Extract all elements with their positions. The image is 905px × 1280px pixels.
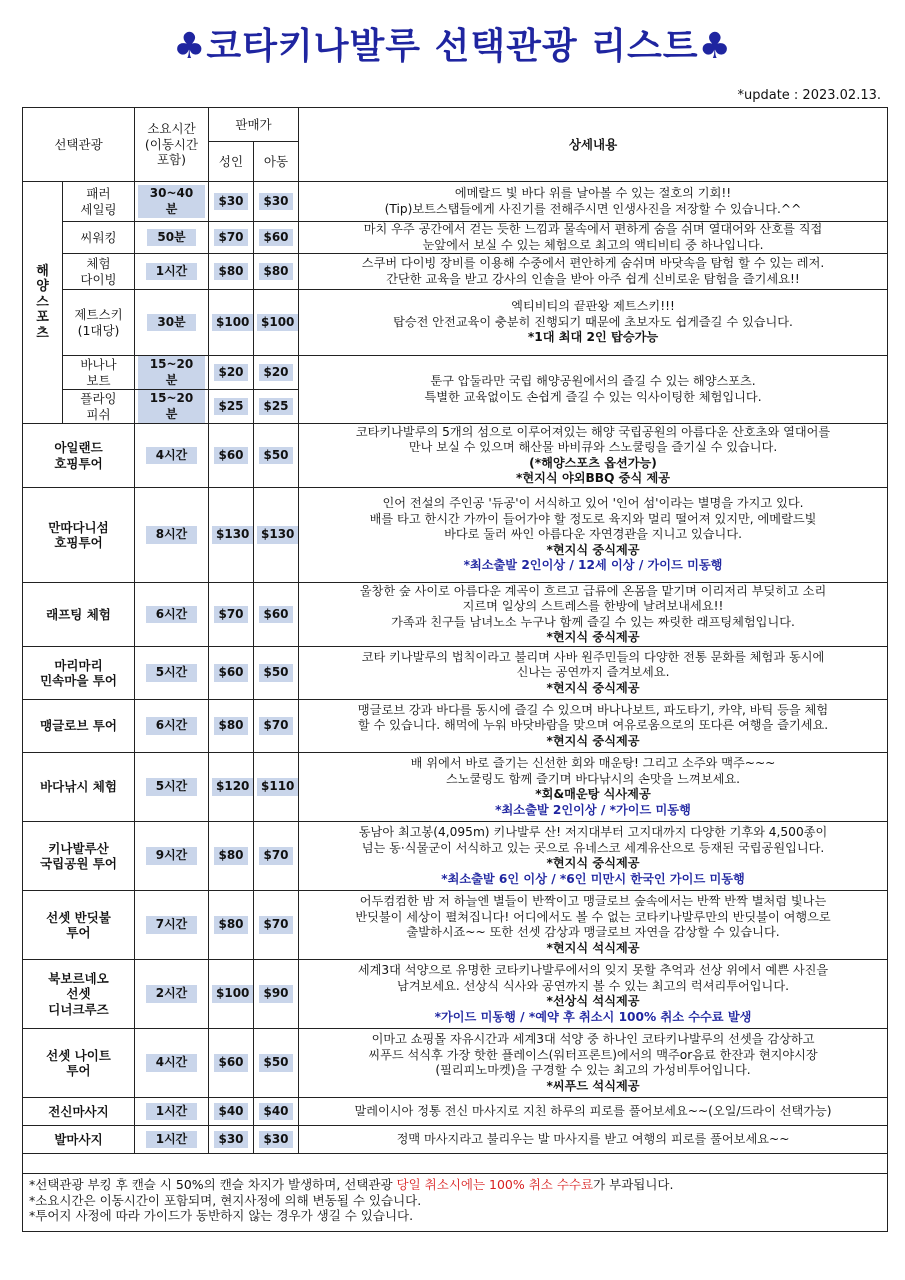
detail-line: 간단한 교육을 받고 강사의 인솔을 받아 아주 쉽게 신비로운 탐험을 즐기세요!! bbox=[386, 271, 800, 286]
detail-line: 반딧불이 세상이 펼쳐집니다! 어디에서도 볼 수 없는 코타키나발루만의 반딧불이 여행으로 bbox=[355, 909, 831, 924]
duration bbox=[135, 182, 209, 222]
tour-name: 선셋 나이트 투어 bbox=[23, 1029, 135, 1098]
duration-value: 1시간 bbox=[146, 1131, 198, 1149]
notes-section bbox=[23, 1174, 888, 1232]
duration-value: 50분 bbox=[147, 229, 195, 247]
detail-line: 어두컴컴한 밤 저 하늘엔 별들이 반짝이고 맹글로브 숲속에서는 반짝 반짝 별처럼 빛나는 bbox=[359, 894, 827, 908]
adult-price-value: $120 bbox=[212, 778, 253, 796]
child-price-value: $100 bbox=[257, 314, 298, 332]
detail-line: 정맥 마사지라고 불리우는 발 마사지를 받고 여행의 피로를 풀어보세요~~ bbox=[396, 1131, 790, 1146]
adult-price bbox=[209, 356, 254, 390]
detail-meal-note: *현지식 중식제공 bbox=[546, 542, 640, 557]
tour-detail bbox=[299, 1029, 888, 1098]
detail-line: 동남아 최고봉(4,095m) 키나발루 산! 저지대부터 고지대까지 다양한 기후와 4,500종이 bbox=[358, 825, 828, 839]
adult-price-value: $60 bbox=[214, 664, 247, 682]
table-row bbox=[23, 822, 888, 891]
tour-name: 키나발루산 국립공원 투어 bbox=[23, 822, 135, 891]
tour-name: 맹글로브 투어 bbox=[23, 700, 135, 753]
duration bbox=[135, 254, 209, 290]
detail-line: 스쿠버 다이빙 장비를 이용해 수중에서 편안하게 숨쉬며 바닷속을 탐험 할 수 있는 레저. bbox=[361, 256, 825, 270]
duration-value: 4시간 bbox=[146, 1054, 198, 1072]
tour-detail bbox=[299, 891, 888, 960]
header-child: 아동 bbox=[254, 142, 299, 182]
tour-detail bbox=[299, 488, 888, 583]
tour-name: 플라잉 피쉬 bbox=[63, 390, 135, 424]
tour-detail bbox=[299, 424, 888, 488]
detail-meal-note: *현지식 중식제공 bbox=[546, 733, 640, 748]
adult-price-value: $100 bbox=[212, 985, 253, 1003]
duration-value: 30분 bbox=[147, 314, 195, 332]
detail-meal-note: *현지식 중식제공 bbox=[546, 856, 640, 870]
adult-price-value: $60 bbox=[214, 1054, 247, 1072]
table-row bbox=[23, 290, 888, 356]
child-price-value: $30 bbox=[259, 1131, 292, 1149]
tour-name: 마리마리 민속마을 투어 bbox=[23, 647, 135, 700]
child-price bbox=[254, 647, 299, 700]
adult-price bbox=[209, 424, 254, 488]
duration bbox=[135, 1126, 209, 1154]
table-row bbox=[23, 254, 888, 290]
child-price bbox=[254, 1029, 299, 1098]
tour-name: 바나나 보트 bbox=[63, 356, 135, 390]
marine-sports-category: 해 양 스 포 츠 bbox=[23, 182, 63, 424]
detail-line: 이마고 쇼핑몰 자유시간과 세계3대 석양 중 하나인 코타키나발루의 선셋을 감상하고 bbox=[371, 1032, 815, 1046]
detail-line: (필리피노마켓)을 구경할 수 있는 최고의 가성비투어입니다. bbox=[435, 1063, 751, 1077]
table-row bbox=[23, 583, 888, 647]
duration-value: 30~40분 bbox=[138, 185, 205, 218]
table-row bbox=[23, 1029, 888, 1098]
tour-name: 래프팅 체험 bbox=[23, 583, 135, 647]
note-duration: *소요시간은 이동시간이 포함되며, 현지사정에 의해 변동될 수 있습니다. bbox=[29, 1192, 422, 1208]
table-row bbox=[23, 700, 888, 753]
detail-line: 마치 우주 공간에서 걷는 듯한 느낌과 물속에서 편하게 숨을 쉬며 열대어와 산호를 직접 bbox=[363, 222, 823, 236]
detail-meal-note: *선상식 석식제공 bbox=[546, 994, 640, 1008]
tour-detail bbox=[299, 700, 888, 753]
duration bbox=[135, 1098, 209, 1126]
detail-line: 에메랄드 빛 바다 위를 날아볼 수 있는 절호의 기회!! bbox=[454, 186, 732, 200]
detail-line: 툰구 압둘라만 국립 해양공원에서의 즐길 수 있는 해양스포츠. bbox=[430, 374, 756, 388]
detail-meal-note: *현지식 중식제공 bbox=[546, 680, 640, 695]
child-price bbox=[254, 182, 299, 222]
tour-detail bbox=[299, 753, 888, 822]
detail-line: 가족과 친구들 남녀노소 누구나 함께 즐길 수 있는 짜릿한 래프팅체험입니다. bbox=[391, 614, 795, 629]
detail-line: 배를 타고 한시간 가까이 들어가야 할 정도로 육지와 멀리 떨어져 있지만, 에메랄드빛 bbox=[369, 511, 817, 526]
duration-value: 6시간 bbox=[146, 717, 198, 735]
table-row bbox=[23, 222, 888, 254]
child-price-value: $40 bbox=[259, 1103, 292, 1121]
header-detail: 상세내용 bbox=[299, 108, 888, 182]
tour-name: 만따다니섬 호핑투어 bbox=[23, 488, 135, 583]
child-price-value: $30 bbox=[259, 193, 292, 211]
detail-condition-note: *최소출발 2인이상 / *가이드 미동행 bbox=[495, 802, 691, 817]
duration-value: 8시간 bbox=[146, 526, 198, 544]
child-price bbox=[254, 488, 299, 583]
detail-line: 지르며 일상의 스트레스를 한방에 날려보내세요!! bbox=[462, 599, 724, 613]
header-adult: 성인 bbox=[209, 142, 254, 182]
detail-line: 특별한 교육없이도 손쉽게 즐길 수 있는 익사이팅한 체험입니다. bbox=[424, 389, 762, 404]
tour-detail bbox=[299, 222, 888, 254]
duration bbox=[135, 356, 209, 390]
child-price bbox=[254, 222, 299, 254]
child-price bbox=[254, 583, 299, 647]
adult-price-value: $80 bbox=[214, 263, 247, 281]
tour-detail bbox=[299, 583, 888, 647]
adult-price bbox=[209, 1098, 254, 1126]
child-price bbox=[254, 822, 299, 891]
detail-condition-note: *최소출발 2인이상 / 12세 이상 / 가이드 미동행 bbox=[463, 558, 723, 573]
duration bbox=[135, 753, 209, 822]
duration bbox=[135, 891, 209, 960]
update-date: *update : 2023.02.13. bbox=[737, 88, 881, 103]
detail-line: 눈앞에서 보실 수 있는 체험으로 최고의 액티비티 중 하나입니다. bbox=[422, 237, 764, 252]
page-title: ♣코타키나발루 선택관광 리스트♣ bbox=[173, 26, 732, 67]
detail-condition-note: *최소출발 6인 이상 / *6인 미만시 한국인 가이드 미동행 bbox=[441, 871, 745, 886]
duration bbox=[135, 1029, 209, 1098]
duration-value: 7시간 bbox=[146, 916, 198, 934]
tour-name: 전신마사지 bbox=[23, 1098, 135, 1126]
adult-price bbox=[209, 753, 254, 822]
detail-line: 말레이시아 정통 전신 마사지로 지친 하루의 피로를 풀어보세요~~(오일/드라이 선택가능) bbox=[354, 1103, 832, 1118]
detail-line: 남겨보세요. 선상식 식사와 공연까지 볼 수 있는 최고의 럭셔리투어입니다. bbox=[397, 978, 789, 993]
detail-line: 배 위에서 바로 즐기는 신선한 회와 매운탕! 그리고 소주와 맥주~~~ bbox=[410, 756, 776, 770]
adult-price bbox=[209, 583, 254, 647]
tour-name: 선셋 반딧불 투어 bbox=[23, 891, 135, 960]
detail-meal-note: *현지식 석식제공 bbox=[546, 940, 640, 955]
tour-detail bbox=[299, 356, 888, 424]
child-price bbox=[254, 1098, 299, 1126]
tour-name: 발마사지 bbox=[23, 1126, 135, 1154]
duration bbox=[135, 222, 209, 254]
adult-price-value: $80 bbox=[214, 847, 247, 865]
tour-name: 체험 다이빙 bbox=[63, 254, 135, 290]
adult-price-value: $30 bbox=[214, 1131, 247, 1149]
tour-name: 바다낚시 체험 bbox=[23, 753, 135, 822]
duration bbox=[135, 583, 209, 647]
adult-price bbox=[209, 390, 254, 424]
header-tour: 선택관광 bbox=[23, 108, 135, 182]
adult-price bbox=[209, 960, 254, 1029]
adult-price bbox=[209, 1029, 254, 1098]
detail-condition-note: *가이드 미동행 / *예약 후 취소시 100% 취소 수수료 발생 bbox=[434, 1009, 752, 1024]
adult-price bbox=[209, 891, 254, 960]
table-row bbox=[23, 753, 888, 822]
detail-line: 씨푸드 석식후 가장 핫한 플레이스(워터프론트)에서의 맥주or음료 한잔과 현지야시장 bbox=[368, 1047, 818, 1062]
tour-name: 제트스키 (1대당) bbox=[63, 290, 135, 356]
detail-meal-note: *씨푸드 석식제공 bbox=[546, 1078, 640, 1093]
detail-line: 인어 전설의 주인공 '듀공'이 서식하고 있어 '인어 섬'이라는 별명을 가지고 있다. bbox=[382, 496, 804, 511]
duration-value: 2시간 bbox=[146, 985, 198, 1003]
duration-value: 15~20분 bbox=[138, 390, 205, 423]
tour-table bbox=[22, 107, 888, 1232]
adult-price-value: $80 bbox=[214, 916, 247, 934]
detail-note: *1대 최대 2인 탑승가능 bbox=[527, 330, 659, 345]
child-price bbox=[254, 424, 299, 488]
tour-detail bbox=[299, 647, 888, 700]
duration-value: 5시간 bbox=[146, 664, 198, 682]
adult-price-value: $100 bbox=[212, 314, 253, 332]
tour-detail bbox=[299, 1098, 888, 1126]
detail-line: 만나 보실 수 있으며 해산물 바비큐와 스노쿨링을 즐기실 수 있습니다. bbox=[408, 440, 778, 454]
adult-price-value: $30 bbox=[214, 193, 247, 211]
child-price-value: $110 bbox=[257, 778, 298, 796]
adult-price-value: $20 bbox=[214, 364, 247, 382]
detail-line: 바다로 둘러 싸인 아름다운 자연경관을 지니고 있습니다. bbox=[444, 527, 742, 542]
duration bbox=[135, 960, 209, 1029]
detail-line: 코타키나발루의 5개의 섬으로 이루어져있는 해양 국립공원의 아름다운 산호초와 열대어를 bbox=[355, 424, 831, 439]
adult-price-value: $40 bbox=[214, 1103, 247, 1121]
tour-detail bbox=[299, 182, 888, 222]
child-price bbox=[254, 753, 299, 822]
spacer-row bbox=[23, 1154, 888, 1174]
adult-price bbox=[209, 488, 254, 583]
duration bbox=[135, 488, 209, 583]
duration-value: 5시간 bbox=[146, 778, 198, 796]
detail-meal-note: (*해양스포츠 옵션가능) bbox=[529, 455, 657, 470]
detail-meal-note: *현지식 야외BBQ 중식 제공 bbox=[516, 471, 671, 485]
child-price bbox=[254, 891, 299, 960]
duration bbox=[135, 390, 209, 424]
duration-value: 6시간 bbox=[146, 606, 198, 624]
adult-price-value: $70 bbox=[214, 229, 247, 247]
child-price-value: $50 bbox=[259, 664, 292, 682]
tour-detail bbox=[299, 254, 888, 290]
table-row bbox=[23, 356, 888, 390]
detail-line: 엑티비티의 끝판왕 제트스키!!! bbox=[511, 299, 675, 314]
child-price-value: $50 bbox=[259, 447, 292, 465]
detail-line: (Tip)보트스탭들에게 사진기를 전해주시면 인생사진을 저장할 수 있습니다.^^ bbox=[384, 201, 802, 216]
child-price bbox=[254, 290, 299, 356]
tour-name: 패러 세일링 bbox=[63, 182, 135, 222]
adult-price bbox=[209, 647, 254, 700]
adult-price-value: $70 bbox=[214, 606, 247, 624]
table-row bbox=[23, 647, 888, 700]
adult-price bbox=[209, 182, 254, 222]
child-price-value: $70 bbox=[259, 717, 292, 735]
detail-meal-note: *회&매운탕 식사제공 bbox=[535, 787, 651, 801]
adult-price-value: $80 bbox=[214, 717, 247, 735]
detail-meal-note: *현지식 중식제공 bbox=[546, 630, 640, 644]
child-price bbox=[254, 356, 299, 390]
adult-price bbox=[209, 290, 254, 356]
child-price-value: $90 bbox=[259, 985, 292, 1003]
detail-line: 출발하시죠~~ 또한 선셋 감상과 맹글로브 자연을 감상할 수 있습니다. bbox=[406, 925, 780, 939]
adult-price-value: $25 bbox=[214, 398, 247, 416]
table-row bbox=[23, 1098, 888, 1126]
child-price bbox=[254, 1126, 299, 1154]
header-duration: 소요시간 (이동시간 포함) bbox=[135, 108, 209, 182]
duration bbox=[135, 700, 209, 753]
detail-line: 세계3대 석양으로 유명한 코타키나발루에서의 잊지 못할 추억과 선상 위에서 예쁜 사진을 bbox=[357, 963, 829, 977]
child-price-value: $130 bbox=[257, 526, 298, 544]
table-row bbox=[23, 488, 888, 583]
duration-value: 1시간 bbox=[146, 263, 198, 281]
child-price-value: $80 bbox=[259, 263, 292, 281]
duration bbox=[135, 424, 209, 488]
child-price bbox=[254, 960, 299, 1029]
table-row bbox=[23, 182, 888, 222]
adult-price bbox=[209, 222, 254, 254]
tour-name: 아일랜드 호핑투어 bbox=[23, 424, 135, 488]
duration bbox=[135, 290, 209, 356]
adult-price-value: $60 bbox=[214, 447, 247, 465]
duration bbox=[135, 647, 209, 700]
duration-value: 1시간 bbox=[146, 1103, 198, 1121]
note-guide: *투어지 사정에 따라 가이드가 동반하지 않는 경우가 생길 수 있습니다. bbox=[29, 1208, 414, 1223]
child-price-value: $60 bbox=[259, 606, 292, 624]
table-row bbox=[23, 960, 888, 1029]
adult-price-value: $130 bbox=[212, 526, 253, 544]
adult-price bbox=[209, 254, 254, 290]
table-row bbox=[23, 891, 888, 960]
child-price-value: $20 bbox=[259, 364, 292, 382]
duration-value: 15~20분 bbox=[138, 356, 205, 389]
detail-line: 울창한 숲 사이로 아름다운 계곡이 흐르고 급류에 온몸을 맡기며 이리저리 부딪히고 소리 bbox=[359, 583, 827, 598]
tour-detail bbox=[299, 290, 888, 356]
detail-line: 할 수 있습니다. 해먹에 누워 바닷바람을 맞으며 여유로움으로의 또다른 여행을 즐기세요. bbox=[357, 718, 829, 733]
detail-line: 맹글로브 강과 바다를 동시에 즐길 수 있으며 바나나보트, 파도타기, 카약, 바틱 등을 체험 bbox=[357, 702, 829, 717]
table-row bbox=[23, 424, 888, 488]
detail-line: 넘는 동·식물군이 서식하고 있는 곳으로 유네스코 세계유산으로 등재된 국립공원입니다. bbox=[361, 840, 825, 855]
detail-line: 코타 키나발루의 법칙이라고 불리며 사바 원주민들의 다양한 전통 문화를 체험과 동시에 bbox=[361, 649, 825, 664]
detail-line: 탑승전 안전교육이 충분히 진행되기 때문에 초보자도 쉽게즐길 수 있습니다. bbox=[393, 314, 793, 329]
note-cancel: *선택관광 부킹 후 캔슬 시 50%의 캔슬 차지가 발생하며, 선택관광 당일 취소시에는 100% 취소 수수료가 부과됩니다. bbox=[29, 1177, 674, 1192]
child-price bbox=[254, 390, 299, 424]
header-price: 판매가 bbox=[209, 108, 299, 142]
child-price-value: $70 bbox=[259, 916, 292, 934]
child-price bbox=[254, 700, 299, 753]
child-price-value: $70 bbox=[259, 847, 292, 865]
adult-price bbox=[209, 1126, 254, 1154]
tour-detail bbox=[299, 822, 888, 891]
detail-line: 스노쿨링도 함께 즐기며 바다낚시의 손맛을 느껴보세요. bbox=[446, 771, 741, 786]
tour-name: 씨워킹 bbox=[63, 222, 135, 254]
duration bbox=[135, 822, 209, 891]
duration-value: 9시간 bbox=[146, 847, 198, 865]
adult-price bbox=[209, 822, 254, 891]
tour-detail bbox=[299, 960, 888, 1029]
tour-detail bbox=[299, 1126, 888, 1154]
child-price-value: $50 bbox=[259, 1054, 292, 1072]
child-price bbox=[254, 254, 299, 290]
duration-value: 4시간 bbox=[146, 447, 198, 465]
table-row bbox=[23, 1126, 888, 1154]
tour-name: 북보르네오 선셋 디너크루즈 bbox=[23, 960, 135, 1029]
detail-line: 신나는 공연까지 즐겨보세요. bbox=[516, 665, 670, 680]
child-price-value: $60 bbox=[259, 229, 292, 247]
adult-price bbox=[209, 700, 254, 753]
child-price-value: $25 bbox=[259, 398, 292, 416]
